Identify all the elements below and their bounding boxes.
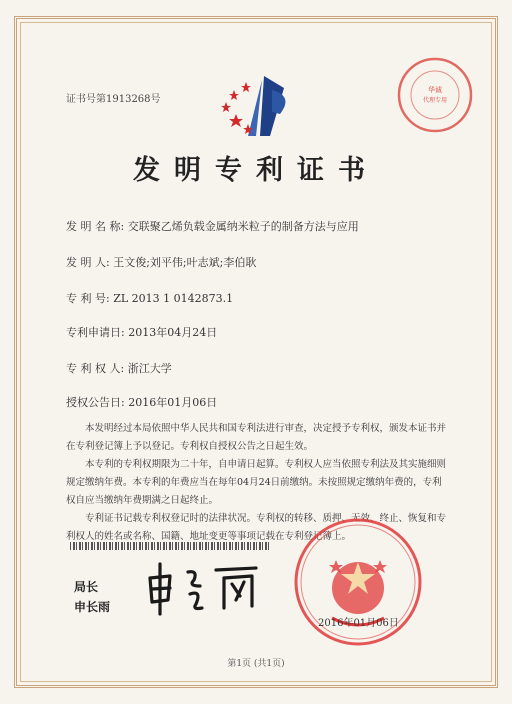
announcement-date-field: 授权公告日: 2016年01月06日 xyxy=(66,396,218,409)
patentee-field: 专 利 权 人: 浙江大学 xyxy=(66,362,172,375)
filing-date-field: 专利申请日: 2013年04月24日 xyxy=(66,326,218,339)
handwritten-signature-icon xyxy=(140,556,270,618)
invention-name-field: 发 明 名 称: 交联聚乙烯负载金属纳米粒子的制备方法与应用 xyxy=(66,220,359,233)
body-paragraph-1: 本发明经过本局依照中华人民共和国专利法进行审查，决定授予专利权，颁发本证书并在专利登记簿上予以登记。专利权自授权公告之日起生效。 xyxy=(66,423,447,452)
page-footer: 第1页 (共1页) xyxy=(227,659,285,669)
body-paragraph-2: 本专利的专利权期限为二十年，自申请日起算。专利权人应当依照专利法及其实施细则规定缴纳年费。本专利的年费应当在每年04月24日前缴纳。未按照规定缴纳年费的，专利权自应当缴纳年费期满之日起终止。 xyxy=(66,459,447,506)
sipo-logo-icon xyxy=(218,66,300,148)
inventors-field: 发 明 人: 王文俊;刘平伟;叶志斌;李伯耿 xyxy=(66,256,257,269)
page-title: 发明专利证书 xyxy=(133,155,379,186)
director-name: 申长雨 xyxy=(74,600,111,614)
patent-number-field: 专 利 号: ZL 2013 1 0142873.1 xyxy=(66,292,234,305)
svg-text:华诚: 华诚 xyxy=(428,86,442,94)
agency-stamp-icon xyxy=(394,54,476,136)
director-title: 局长 xyxy=(74,580,99,594)
svg-text:代理专用: 代理专用 xyxy=(422,97,448,104)
sign-date: 2016年01月06日 xyxy=(318,618,399,629)
barcode xyxy=(70,542,270,550)
certificate-number: 证书号第1913268号 xyxy=(66,94,161,105)
body-paragraph-3: 专利证书记载专利权登记时的法律状况。专利权的转移、质押、无效、终止、恢复和专利权人的姓名或名称、国籍、地址变更等事项记载在专利登记簿上。 xyxy=(66,513,447,542)
